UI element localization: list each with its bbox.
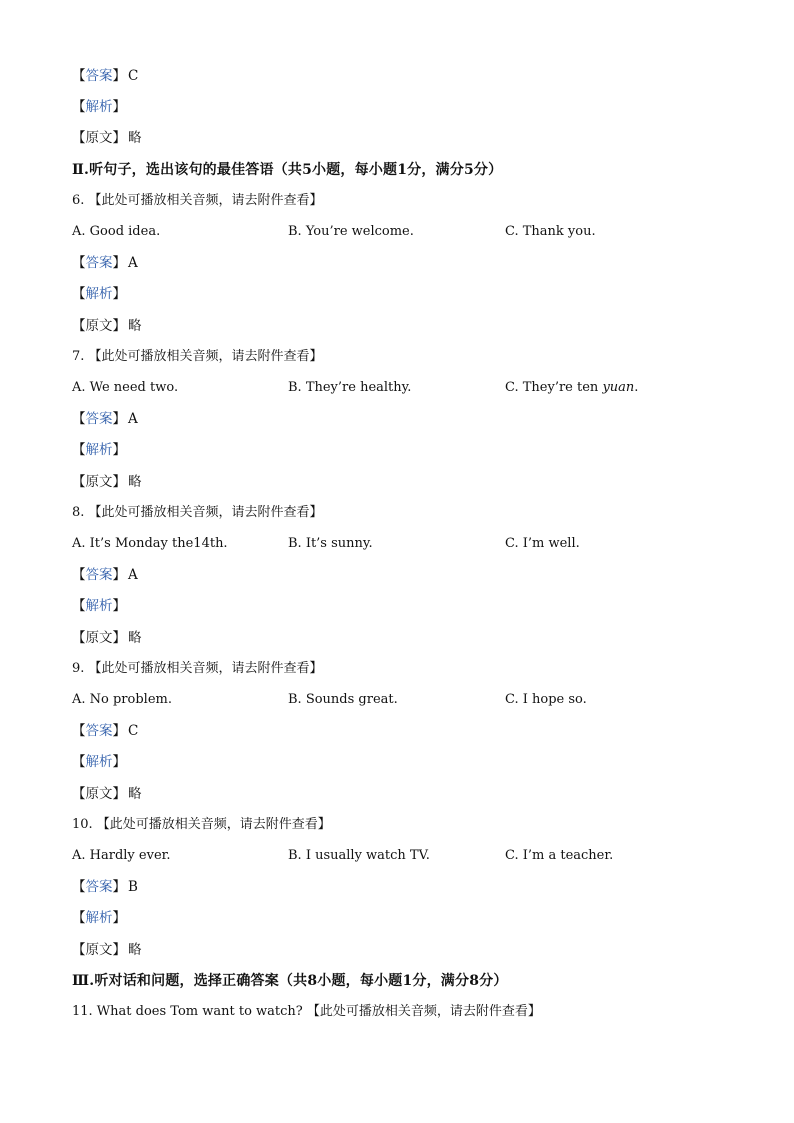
option-c — [505, 223, 596, 241]
answer-value: C — [128, 723, 139, 739]
original-label: 原文 — [85, 786, 113, 802]
bracket-open: 【 — [72, 598, 86, 614]
option-a: A. Good idea. — [72, 224, 161, 239]
option-c-text: C. They’re ten — [505, 380, 603, 395]
option-b: B. They’re healthy. — [288, 380, 412, 395]
option-b: B. Sounds great. — [288, 692, 398, 707]
question-line: 11. What does Tom want to watch? 【此处可播放相关音频，请去附件查看】 — [72, 1004, 541, 1019]
line-original — [72, 473, 142, 491]
option-a: A. No problem. — [72, 692, 172, 707]
analysis-label: 解析 — [85, 910, 113, 926]
analysis-label: 解析 — [85, 99, 113, 115]
question-line: 7. 【此处可播放相关音频，请去附件查看】 — [72, 349, 323, 364]
original-value: 略 — [128, 942, 142, 958]
bracket-open: 【 — [72, 130, 86, 146]
original-label: 原文 — [85, 318, 113, 334]
option-c-text: C. Thank you. — [505, 224, 596, 239]
analysis-label: 解析 — [85, 286, 113, 302]
option-a: A. It’s Monday the14th. — [72, 536, 228, 551]
bracket-close: 】 — [112, 786, 126, 802]
options-row — [72, 847, 752, 865]
line-original — [72, 129, 142, 147]
option-b: B. It’s sunny. — [288, 536, 373, 551]
answer-label: 答案 — [85, 68, 113, 84]
bracket-open: 【 — [72, 630, 86, 646]
option-c-text: C. I hope so. — [505, 692, 587, 707]
line-answer — [72, 722, 138, 740]
bracket-close: 】 — [112, 318, 126, 334]
bracket-close: 】 — [112, 255, 126, 271]
option-c-italic: yuan — [602, 380, 635, 395]
bracket-open: 【 — [72, 442, 86, 458]
answer-label: 答案 — [85, 567, 113, 583]
option-c — [505, 847, 613, 865]
option-c-text: C. I’m well. — [505, 536, 580, 551]
bracket-open: 【 — [72, 474, 86, 490]
answer-value: A — [128, 255, 138, 271]
line-answer — [72, 67, 138, 85]
bracket-close: 】 — [112, 942, 126, 958]
original-label: 原文 — [85, 630, 113, 646]
section-heading: Ⅱ.听句子，选出该句的最佳答语（共5小题，每小题1分，满分5分） — [72, 162, 503, 178]
bracket-close: 】 — [112, 754, 126, 770]
line-analysis — [72, 753, 126, 771]
section-heading: Ⅲ.听对话和问题，选择正确答案（共8小题，每小题1分，满分8分） — [72, 973, 508, 989]
question-line: 9. 【此处可播放相关音频，请去附件查看】 — [72, 661, 323, 676]
question-line: 10. 【此处可播放相关音频，请去附件查看】 — [72, 817, 331, 832]
bracket-open: 【 — [72, 723, 86, 739]
bracket-close: 】 — [112, 411, 126, 427]
option-c — [505, 691, 587, 709]
line-analysis — [72, 909, 126, 927]
original-label: 原文 — [85, 942, 113, 958]
bracket-open: 【 — [72, 255, 86, 271]
bracket-close: 】 — [112, 567, 126, 583]
question-line: 8. 【此处可播放相关音频，请去附件查看】 — [72, 505, 323, 520]
answer-label: 答案 — [85, 255, 113, 271]
analysis-label: 解析 — [85, 754, 113, 770]
answer-label: 答案 — [85, 879, 113, 895]
options-row — [72, 379, 752, 397]
bracket-open: 【 — [72, 754, 86, 770]
option-b: B. You’re welcome. — [288, 224, 414, 239]
line-answer — [72, 566, 138, 584]
option-a: A. We need two. — [72, 380, 179, 395]
option-a: A. Hardly ever. — [72, 848, 171, 863]
original-value: 略 — [128, 474, 142, 490]
bracket-open: 【 — [72, 411, 86, 427]
option-c-tail: . — [634, 380, 639, 395]
options-row — [72, 223, 752, 241]
bracket-open: 【 — [72, 99, 86, 115]
bracket-open: 【 — [72, 942, 86, 958]
options-row — [72, 691, 752, 709]
bracket-open: 【 — [72, 286, 86, 302]
option-c-text: C. I’m a teacher. — [505, 848, 614, 863]
line-analysis — [72, 441, 126, 459]
option-c — [505, 535, 580, 553]
bracket-open: 【 — [72, 786, 86, 802]
option-c — [505, 379, 638, 397]
bracket-open: 【 — [72, 567, 86, 583]
answer-label: 答案 — [85, 411, 113, 427]
original-label: 原文 — [85, 474, 113, 490]
options-row — [72, 535, 752, 553]
bracket-open: 【 — [72, 879, 86, 895]
original-label: 原文 — [85, 130, 113, 146]
analysis-label: 解析 — [85, 442, 113, 458]
line-original — [72, 785, 142, 803]
bracket-close: 】 — [112, 474, 126, 490]
line-answer — [72, 254, 138, 272]
bracket-open: 【 — [72, 910, 86, 926]
answer-value: A — [128, 567, 138, 583]
line-analysis — [72, 285, 126, 303]
original-value: 略 — [128, 786, 142, 802]
original-value: 略 — [128, 318, 142, 334]
line-original — [72, 941, 142, 959]
line-original — [72, 629, 142, 647]
bracket-close: 】 — [112, 68, 126, 84]
question-line: 6. 【此处可播放相关音频，请去附件查看】 — [72, 193, 323, 208]
bracket-close: 】 — [112, 130, 126, 146]
answer-value: A — [128, 411, 138, 427]
bracket-close: 】 — [112, 442, 126, 458]
bracket-close: 】 — [112, 630, 126, 646]
original-value: 略 — [128, 630, 142, 646]
analysis-label: 解析 — [85, 598, 113, 614]
line-original — [72, 317, 142, 335]
bracket-close: 】 — [112, 879, 126, 895]
bracket-open: 【 — [72, 318, 86, 334]
option-b: B. I usually watch TV. — [288, 848, 430, 863]
answer-label: 答案 — [85, 723, 113, 739]
line-analysis — [72, 597, 126, 615]
bracket-close: 】 — [112, 598, 126, 614]
bracket-close: 】 — [112, 99, 126, 115]
answer-value: B — [128, 879, 138, 895]
bracket-close: 】 — [112, 723, 126, 739]
bracket-close: 】 — [112, 286, 126, 302]
line-analysis — [72, 98, 126, 116]
bracket-open: 【 — [72, 68, 86, 84]
line-answer — [72, 410, 138, 428]
answer-value: C — [128, 68, 139, 84]
bracket-close: 】 — [112, 910, 126, 926]
original-value: 略 — [128, 130, 142, 146]
line-answer — [72, 878, 138, 896]
